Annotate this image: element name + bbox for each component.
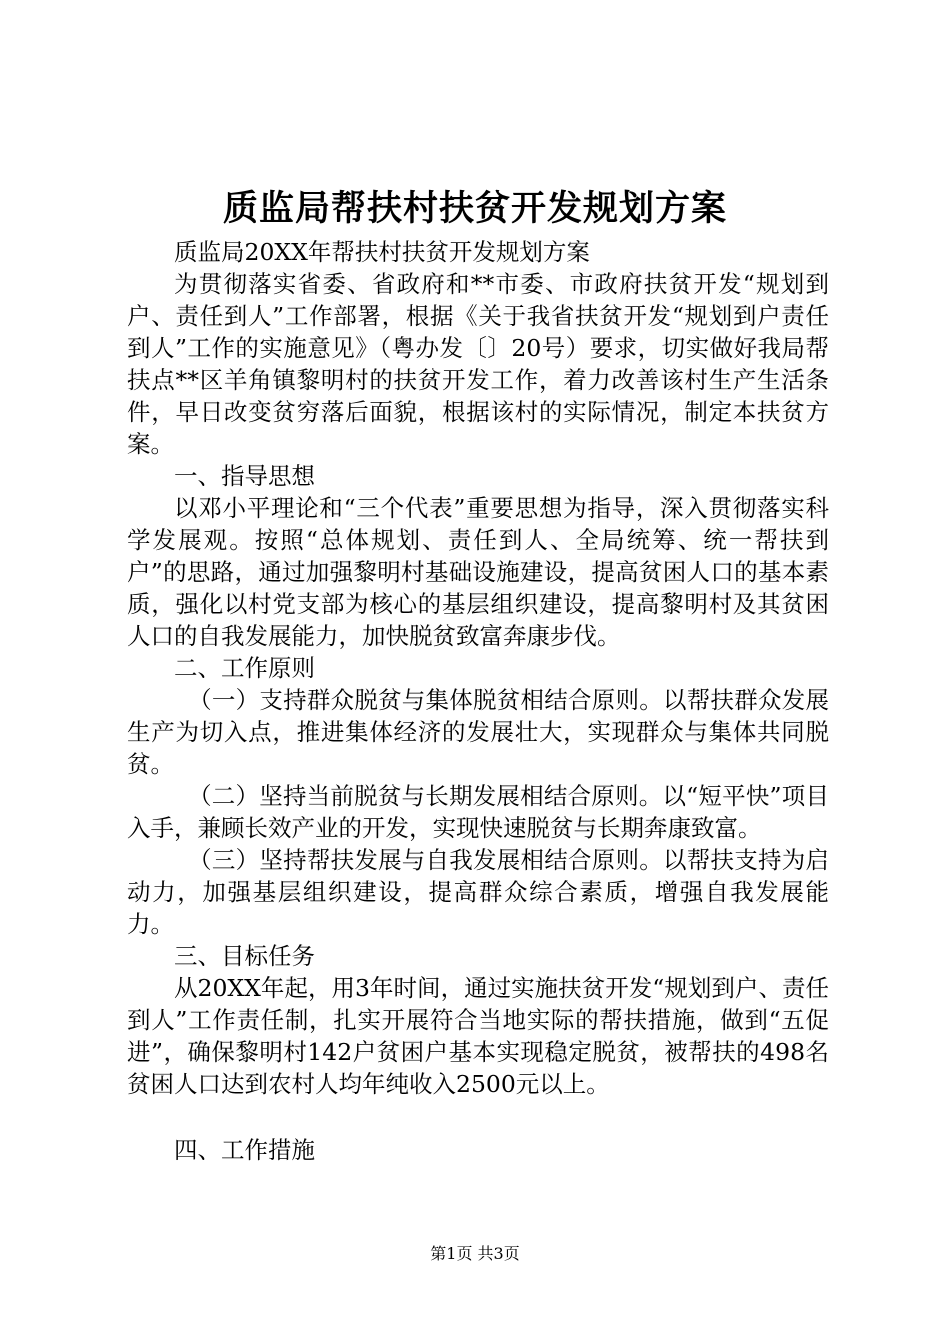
page-footer: 第1页 共3页: [430, 1244, 520, 1263]
document-body: [127, 236, 829, 1166]
principle-2-paragraph: （二）坚持当前脱贫与长期发展相结合原则。以“短平快”项目入手，兼顾长效产业的开发，实现快速脱贫与长期奔康致富。: [127, 782, 829, 842]
section-1-paragraph: 以邓小平理论和“三个代表”重要思想为指导，深入贯彻落实科学发展观。按照“总体规划、责任到人、全局统筹、统一帮扶到户”的思路，通过加强黎明村基础设施建设，提高贫困人口的基本素质，强化以村党支部为核心的基层组织建设，提高黎明村及其贫困人口的自我发展能力，加快脱贫致富奔康步伐。: [127, 494, 829, 650]
intro-paragraph: 为贯彻落实省委、省政府和**市委、市政府扶贫开发“规划到户、责任到人”工作部署，根据《关于我省扶贫开发“规划到户责任到人”工作的实施意见》（粤办发〔〕20号）要求，切实做好我局帮扶点**区羊角镇黎明村的扶贫开发工作，着力改善该村生产生活条件，早日改变贫穷落后面貌，根据该村的实际情况，制定本扶贫方案。: [127, 270, 829, 458]
section-3-heading: 三、目标任务: [174, 942, 315, 970]
section-1-heading: 一、指导思想: [174, 462, 315, 490]
principle-3-paragraph: （三）坚持帮扶发展与自我发展相结合原则。以帮扶支持为启动力，加强基层组织建设，提高群众综合素质，增强自我发展能力。: [127, 846, 829, 938]
section-2-heading: 二、工作原则: [174, 654, 315, 682]
section-4-heading: 四、工作措施: [174, 1136, 315, 1164]
subtitle-line: 质监局20XX年帮扶村扶贫开发规划方案: [174, 238, 590, 266]
document-title: 质监局帮扶村扶贫开发规划方案: [222, 188, 727, 229]
section-3-paragraph: 从20XX年起，用3年时间，通过实施扶贫开发“规划到户、责任到人”工作责任制，扎实开展符合当地实际的帮扶措施，做到“五促进”，确保黎明村142户贫困户基本实现稳定脱贫，被帮扶的498名贫困人口达到农村人均年纯收入2500元以上。: [127, 974, 829, 1098]
principle-1-paragraph: （一）支持群众脱贫与集体脱贫相结合原则。以帮扶群众发展生产为切入点，推进集体经济的发展壮大，实现群众与集体共同脱贫。: [127, 686, 829, 778]
